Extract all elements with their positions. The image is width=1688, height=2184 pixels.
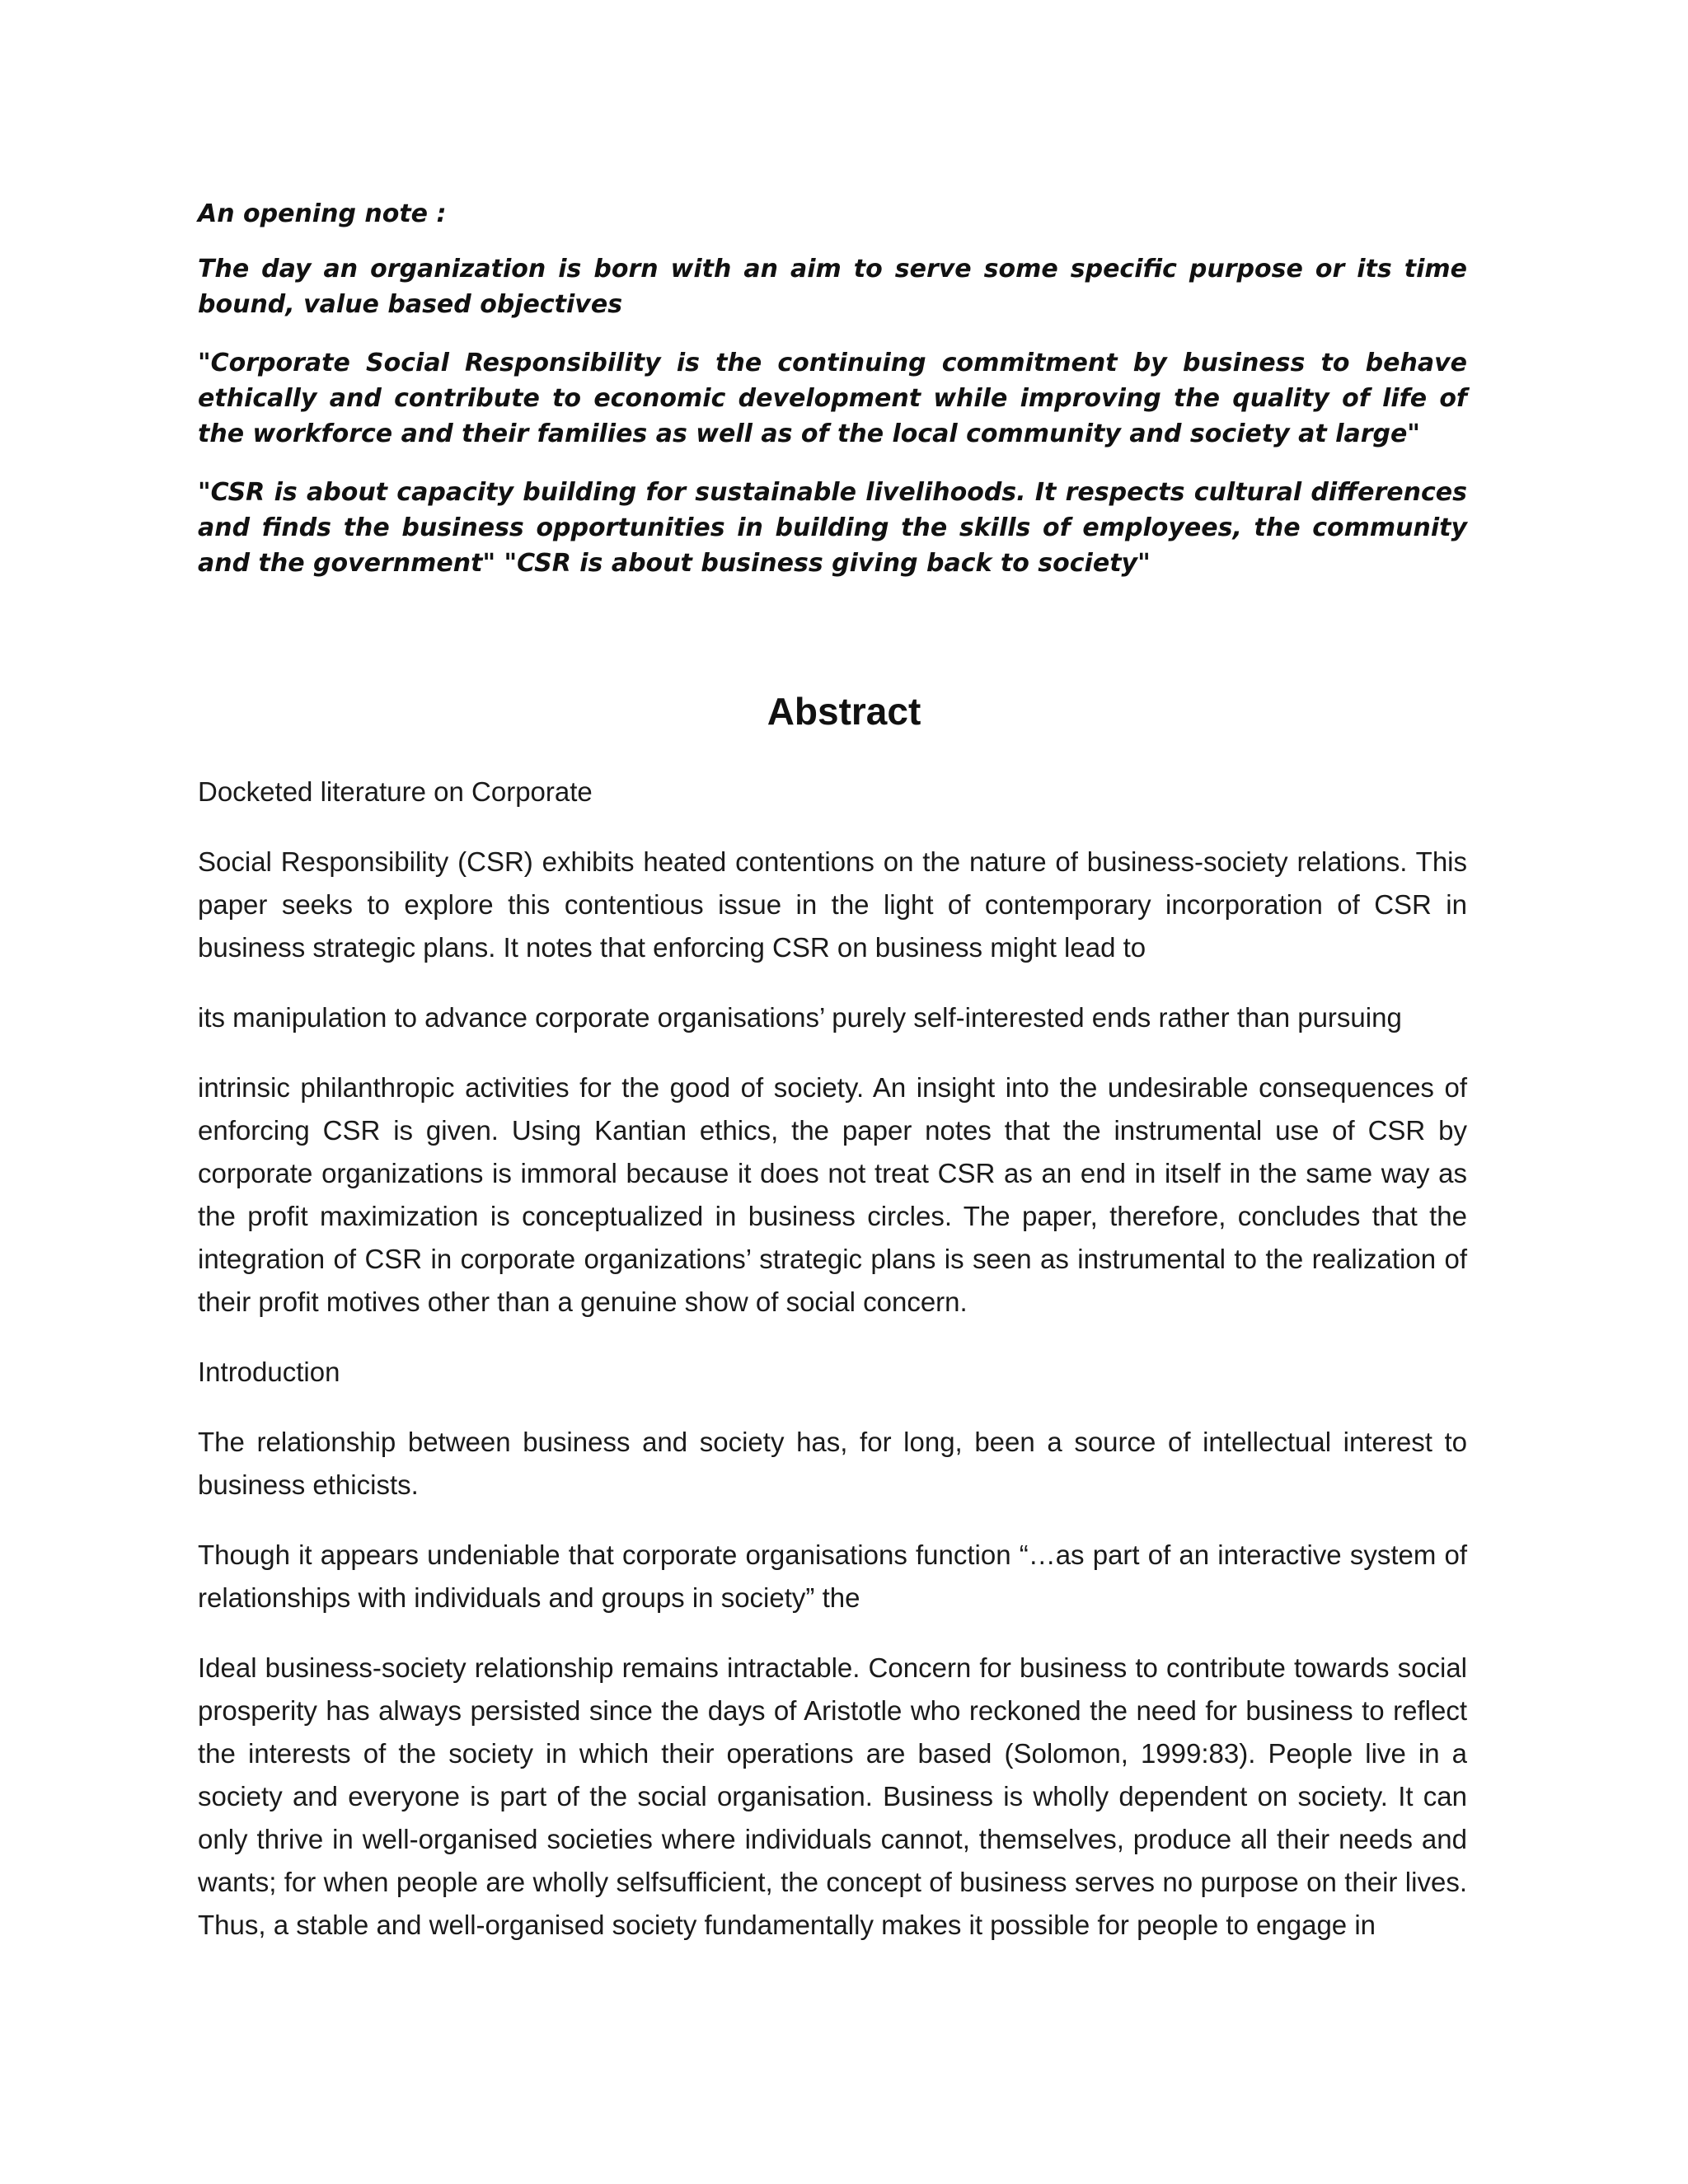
opening-paragraph: The day an organization is born with an aim to serve some specific purpose or its time bound, value based objectives	[198, 255, 1467, 319]
body-paragraph: its manipulation to advance corporate organisations’ purely self-interested ends rather than pursuing	[198, 1002, 1402, 1033]
body-paragraph: Though it appears undeniable that corporate organisations function “…as part of an interactive system of relationships with individuals and groups in society” the	[198, 1540, 1467, 1613]
opening-note-section	[198, 196, 1467, 604]
abstract-body	[198, 771, 1467, 1974]
body-paragraph: intrinsic philanthropic activities for the good of society. An insight into the undesirable consequences of enforcing CSR is given. Using Kantian ethics, the paper notes that the instrumental use of CSR by corporate organizations is immoral because it does not treat CSR as an end in itself in the same way as the profit maximization is conceptualized in business circles. The paper, therefore, concludes that the integration of CSR in corporate organizations’ strategic plans is seen as instrumental to the realization of their profit motives other than a genuine show of social concern.	[198, 1072, 1467, 1317]
csr-definition-quote: "Corporate Social Responsibility is the continuing commitment by business to behave ethically and contribute to economic development while improving the quality of life of the workforce and their families as well as of the local community and society at large"	[198, 349, 1467, 448]
abstract-heading: Abstract	[767, 690, 921, 733]
body-paragraph: Ideal business-society relationship remains intractable. Concern for business to contribute towards social prosperity has always persisted since the days of Aristotle who reckoned the need for business to reflect the interests of the society in which their operations are based (Solomon, 1999:83). People live in a society and everyone is part of the social organisation. Business is wholly dependent on society. It can only thrive in well-organised societies where individuals cannot, themselves, produce all their needs and wants; for when people are wholly selfsufficient, the concept of business serves no purpose on their lives. Thus, a stable and well-organised society fundamentally makes it possible for people to engage in	[198, 1652, 1467, 1940]
body-paragraph: The relationship between business and society has, for long, been a source of intellectual interest to business ethicists.	[198, 1427, 1467, 1500]
opening-note-label: An opening note :	[198, 199, 447, 228]
csr-capacity-quote: "CSR is about capacity building for sustainable livelihoods. It respects cultural differences and finds the business opportunities in building the skills of employees, the community and the government" "CSR is about business giving back to society"	[198, 478, 1467, 578]
body-paragraph: Social Responsibility (CSR) exhibits heated contentions on the nature of business-society relations. This paper seeks to explore this contentious issue in the light of contemporary incorporation of CSR in business strategic plans. It notes that enforcing CSR on business might lead to	[198, 846, 1467, 963]
introduction-heading: Introduction	[198, 1357, 340, 1387]
body-paragraph: Docketed literature on Corporate	[198, 776, 593, 807]
